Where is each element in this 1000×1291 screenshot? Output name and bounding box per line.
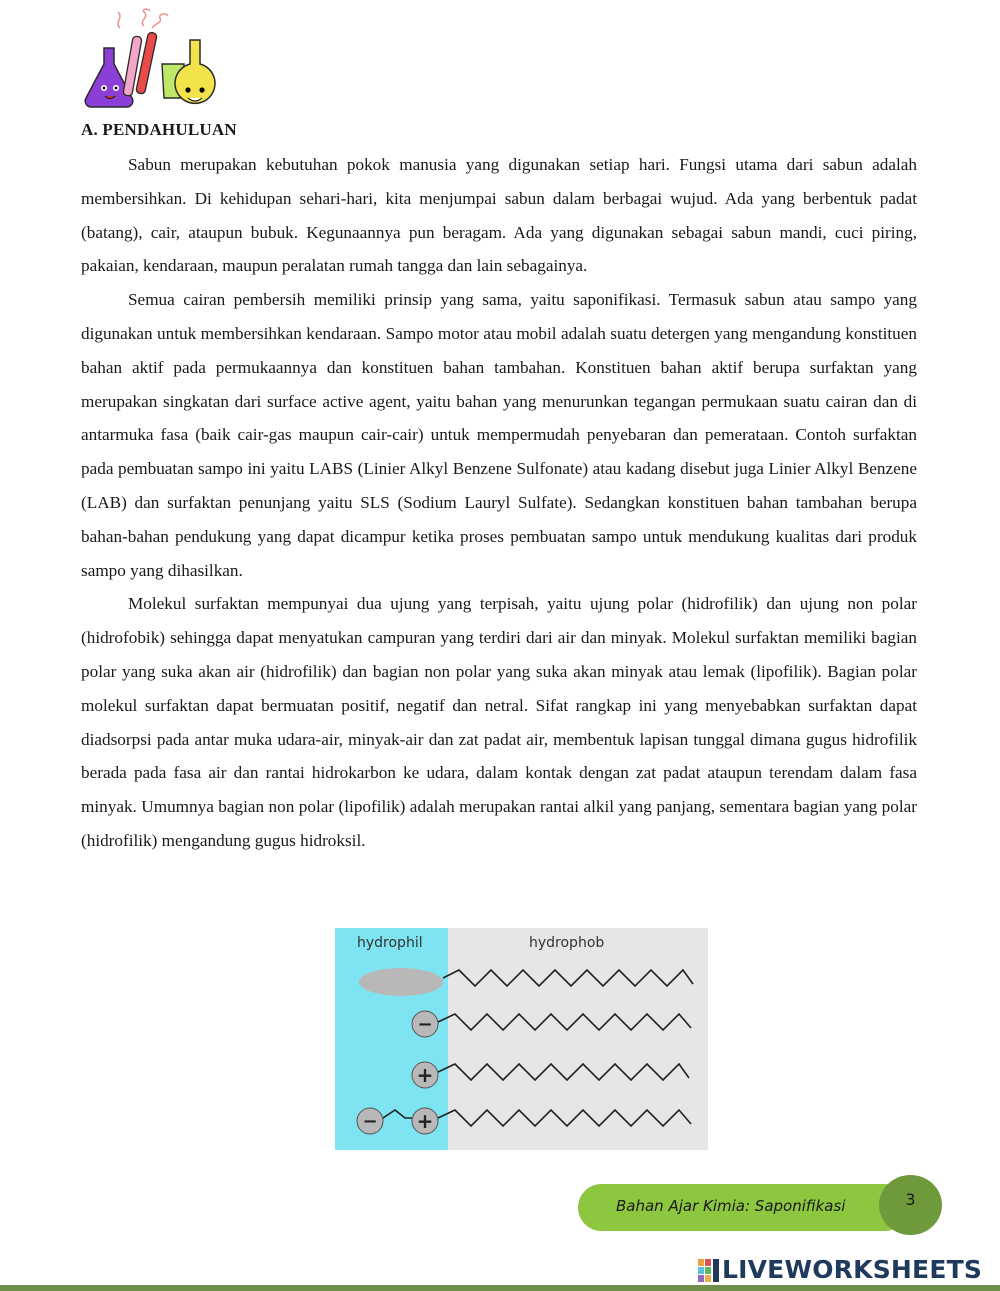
paragraph-3: Molekul surfaktan mempunyai dua ujung yang terpisah, yaitu ujung polar (hidrofilik) dan ujung non polar (hidrofobik) sehingga dapat menyatukan campuran yang terdiri dari air dan minyak. Molekul surfaktan memiliki bagian polar yang suka akan air (hidrofilik) dan bagian non polar yang suka akan minyak atau lemak (lipofilik). Bagian polar molekul surfaktan dapat bermuatan positif, negatif dan netral. Sifat rangkap ini yang menyebabkan surfaktan dapat diadsorpsi pada antar muka udara-air, minyak-air dan zat padat air, membentuk lapisan tunggal dimana gugus hidrofilik berada pada fasa air dan rantai hidrokarbon ke udara, dalam kontak dengan zat padat ataupun terendam dalam fasa minyak. Umumnya bagian non polar (lipofilik) adalah merupakan rantai alkil yang panjang, sementara bagian yang polar (hidrofilik) mengandung gugus hidroksil. [81, 594, 917, 850]
footer-title: Bahan Ajar Kimia: Saponifikasi [616, 1197, 846, 1215]
neutral-head [359, 968, 443, 996]
hydrophob-region [448, 928, 708, 1150]
liveworksheets-logo-icon [698, 1259, 720, 1283]
chemistry-flasks-logo [82, 8, 227, 118]
bottom-rule [0, 1285, 1000, 1291]
liveworksheets-watermark[interactable]: LIVEWORKSHEETS [722, 1255, 983, 1284]
body-text [81, 148, 917, 858]
hydrophob-label: hydrophob [529, 935, 605, 951]
paragraph-1: Sabun merupakan kebutuhan pokok manusia yang digunakan setiap hari. Fungsi utama dari sabun adalah membersihkan. Di kehidupan sehari-hari, kita menjumpai sabun dalam berbagai wujud. Ada yang berbentuk padat (batang), cair, ataupun bubuk. Kegunaannya pun beragam. Ada yang digunakan sebagai sabun mandi, cuci piring, pakaian, kendaraan, maupun peralatan rumah tangga dan lain sebagainya. [81, 155, 917, 276]
paragraph-2: Semua cairan pembersih memiliki prinsip yang sama, yaitu saponifikasi. Termasuk sabun atau sampo yang digunakan untuk membersihkan kendaraan. Sampo motor atau mobil adalah suatu detergen yang mengandung konstituen bahan aktif pada permukaannya dan konstituen bahan tambahan. Konstituen bahan aktif berupa surfaktan yang merupakan singkatan dari surface active agent, yaitu bahan yang menurunkan tegangan permukaan suatu cairan dan di antarmuka fasa (baik cair-gas maupun cair-cair) untuk mempermudah penyebaran dan pemerataan. Contoh surfaktan pada pembuatan sampo ini yaitu LABS (Linier Alkyl Benzene Sulfonate) atau kadang disebut juga Linier Alkyl Benzene (LAB) dan surfaktan penunjang yaitu SLS (Sodium Lauryl Sulfate). Sedangkan konstituen bahan tambahan berupa bahan-bahan pendukung yang dapat dicampur ketika proses pembuatan sampo untuk mendukung kualitas dari produk sampo yang dihasilkan. [81, 290, 917, 580]
anion-sign: − [417, 1014, 433, 1035]
hydrophil-label: hydrophil [357, 935, 423, 951]
zwitterion-plus-sign: + [416, 1109, 434, 1133]
page-number: 3 [905, 1190, 916, 1209]
surfactant-diagram [335, 928, 708, 1150]
zwitterion-minus-sign: − [362, 1111, 378, 1132]
section-heading: A. PENDAHULUAN [81, 120, 237, 139]
cation-sign: + [416, 1063, 434, 1087]
